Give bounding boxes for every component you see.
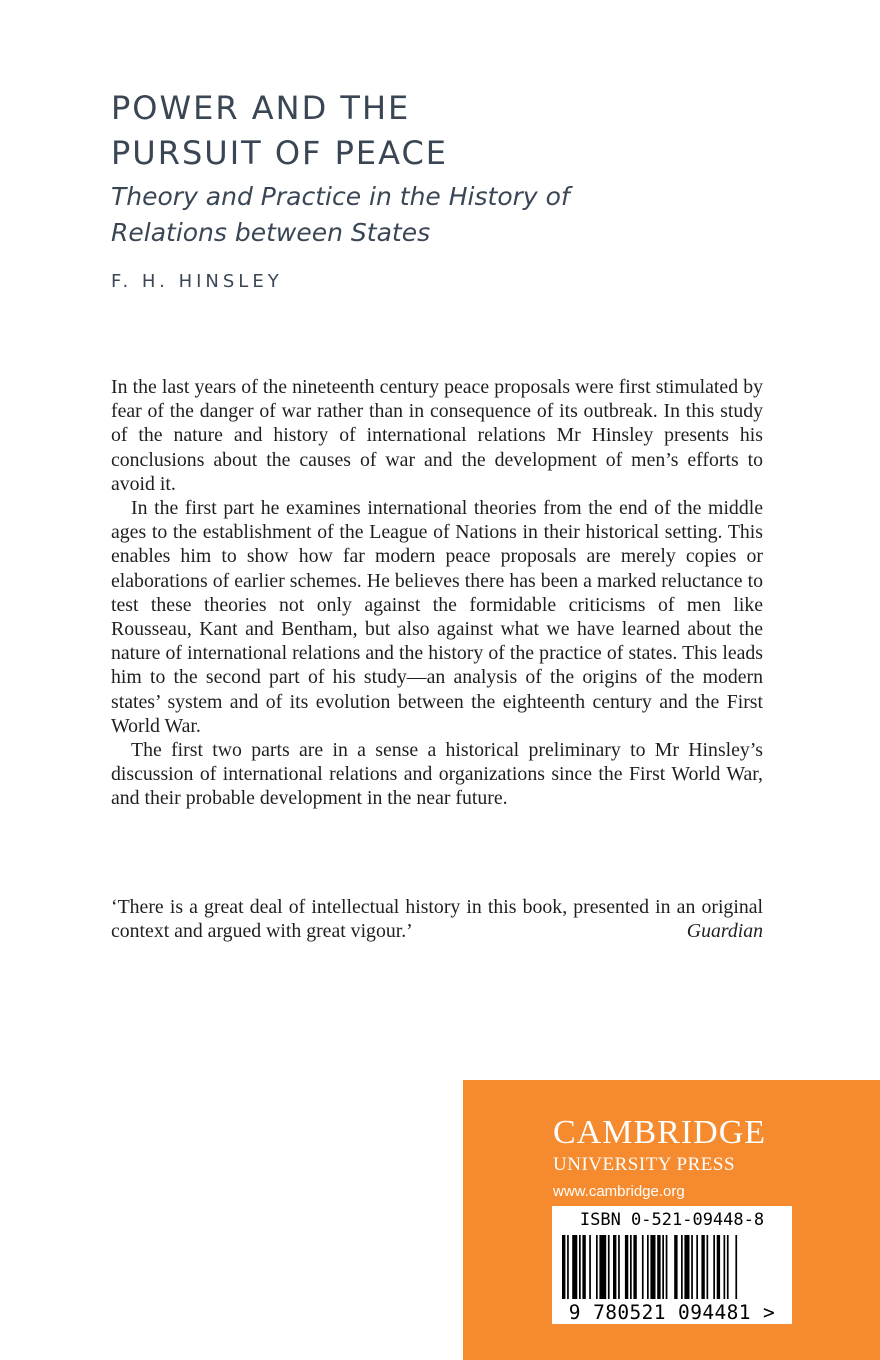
book-title-line: POWER AND THE (111, 89, 411, 127)
barcode-bar (579, 1235, 581, 1299)
barcode-bar (633, 1235, 636, 1299)
barcode-bar (691, 1235, 693, 1299)
barcode-bar (717, 1235, 720, 1299)
barcode-bar (701, 1235, 704, 1299)
book-subtitle-line: Theory and Practice in the History of (111, 182, 570, 211)
barcode-bar (724, 1235, 726, 1299)
barcode-bars (562, 1235, 782, 1299)
review-quote (111, 895, 763, 943)
author-name: F. H. HINSLEY (111, 271, 283, 292)
description-paragraph: In the first part he examines international theories from the end of the middle ages to the establishment of the League of Nations in their historical setting. This enables him to show how far modern peace proposals are merely copies or elaborations of earlier schemes. He believes there has been a marked reluctance to test these theories not only against the formidable criticisms of men like Rousseau, Kant and Bentham, but also against what we have learned about the nature of international relations and the history of the practice of states. This leads him to the second part of his study—an analysis of the origins of the modern states’ system and of its evolution between the eighteenth century and the First World War. (111, 497, 763, 737)
barcode-bar (696, 1235, 698, 1299)
description-paragraph: The first two parts are in a sense a historical preliminary to Mr Hinsley’s discussion of international relations and organizations since the First World War, and their probable development in the near future. (111, 739, 763, 810)
barcode-bar (681, 1235, 683, 1299)
book-subtitle (111, 179, 731, 251)
barcode-bar (589, 1235, 591, 1299)
book-title (111, 86, 731, 176)
publisher-name: CAMBRIDGE (553, 1114, 767, 1151)
barcode-bar (630, 1235, 632, 1299)
barcode-bar (625, 1235, 628, 1299)
barcode-bar (674, 1235, 677, 1299)
barcode-bar (618, 1235, 620, 1299)
barcode-bar (727, 1235, 729, 1299)
barcode-bar (599, 1235, 606, 1299)
barcode-bar (657, 1235, 660, 1299)
barcode-bar (613, 1235, 616, 1299)
book-description (111, 375, 763, 811)
publisher-block (463, 1080, 880, 1360)
barcode-bar (735, 1235, 737, 1299)
barcode-bar (567, 1235, 569, 1299)
ean-digits: 9 780521 094481 > (568, 1301, 776, 1324)
publisher-press: UNIVERSITY PRESS (553, 1154, 736, 1175)
barcode-bar (562, 1235, 565, 1299)
book-subtitle-line: Relations between States (111, 218, 431, 247)
barcode-bar (707, 1235, 709, 1299)
description-paragraph: In the last years of the nineteenth century peace proposals were first stimulated by fear of the danger of war rather than in consequence of its outbreak. In this study of the nature and history of international relations Mr Hinsley presents his conclusions about the causes of war and the development of men’s efforts to avoid it. (111, 376, 763, 495)
barcode-bar (608, 1235, 610, 1299)
barcode (552, 1206, 792, 1324)
barcode-bar (650, 1235, 655, 1299)
barcode-bar (642, 1235, 644, 1299)
barcode-bar (684, 1235, 689, 1299)
barcode-bar (713, 1235, 715, 1299)
review-source: Guardian (686, 920, 763, 943)
isbn-label: ISBN 0-521-09448-8 (579, 1210, 765, 1230)
barcode-bar (662, 1235, 664, 1299)
barcode-bar (596, 1235, 598, 1299)
barcode-bar (666, 1235, 668, 1299)
publisher-url: www.cambridge.org (553, 1183, 685, 1200)
review-quote-text: ‘There is a great deal of intellectual history in this book, presented in an original context and argued with great vigour.’ (111, 896, 763, 943)
book-title-line: PURSUIT OF PEACE (111, 134, 449, 172)
barcode-bar (647, 1235, 649, 1299)
barcode-bar (582, 1235, 585, 1299)
barcode-bar (572, 1235, 577, 1299)
